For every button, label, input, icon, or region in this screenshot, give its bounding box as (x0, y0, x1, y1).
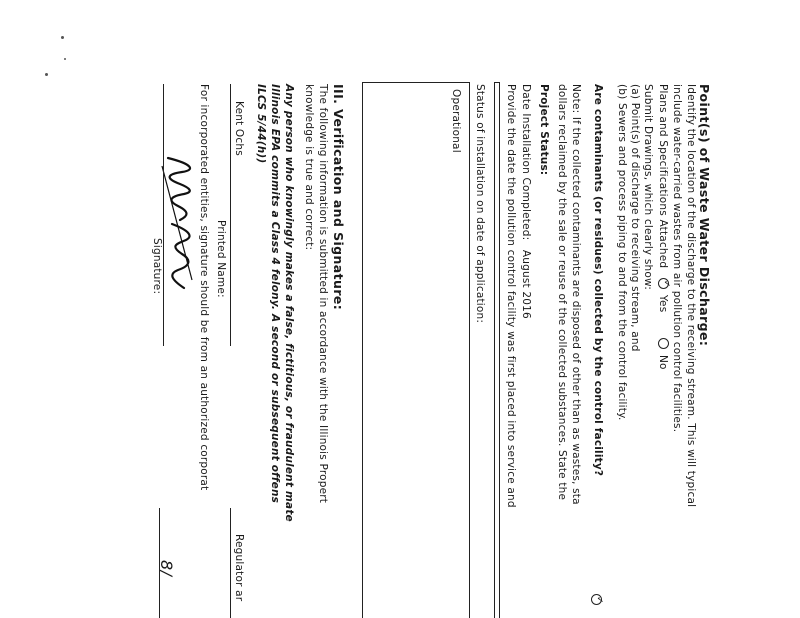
printed-name-label: Printed Name: (215, 220, 227, 298)
plans-yes-radio[interactable] (658, 278, 669, 289)
plans-attached-row (657, 84, 669, 370)
scan-speck (61, 36, 64, 39)
felony-warning-line: Any person who knowingly makes a false, fictitious, or fraudulent mate (283, 84, 295, 522)
scan-speck (45, 73, 48, 76)
signature-label: Signature: (151, 238, 163, 295)
plans-no-radio[interactable] (658, 338, 669, 349)
title-value[interactable]: Regulator ar (233, 534, 245, 602)
waste-water-line: include water-carried wastes from air pollution control facilities. (671, 84, 683, 433)
scan-speck (64, 58, 66, 60)
verification-heading: III. Verification and Signature: (331, 84, 346, 311)
project-status-heading: Project Status: (538, 84, 550, 176)
status-installation-field[interactable] (362, 82, 470, 618)
title-underline (230, 508, 231, 618)
verification-line: knowledge is true and correct: (303, 84, 315, 251)
contaminants-note: Note: If the collected contaminants are disposed of other than as wastes, sta (570, 84, 582, 505)
contaminants-yes-radio[interactable] (591, 594, 602, 605)
verification-line: The following information is submitted in accordance with the Illinois Propert (317, 84, 329, 504)
printed-name-underline (230, 84, 231, 346)
contaminants-note: dollars reclaimed by the sale or reuse of the collected substances. State the (556, 84, 568, 501)
felony-warning-line: ILCS 5/44(h)) (255, 84, 267, 164)
date-installation-label: Date Installation Completed: (520, 84, 532, 241)
date-installation-value[interactable]: August 2016 (520, 249, 532, 319)
date-installation-row (520, 84, 532, 319)
plans-yes-label: Yes (657, 294, 669, 313)
status-installation-label: Status of installation on date of application: (474, 84, 486, 324)
waste-water-heading: Point(s) of Waste Water Discharge: (697, 84, 712, 347)
contaminants-question: Are contaminants (or residues) collected by the control facility? (592, 84, 604, 477)
printed-name-value[interactable]: Kent Ochs (233, 101, 245, 156)
status-installation-value: Operational (450, 89, 462, 153)
submit-drawings-line: Submit Drawings, which clearly show: (642, 84, 654, 290)
plans-no-label: No (657, 354, 669, 370)
drawings-item-b: (b) Sewers and process piping to and from the control facility. (616, 84, 628, 421)
felony-warning-line: Illinois EPA commits a Class 4 felony. A second or subsequent offens (269, 84, 281, 504)
drawings-item-a: (a) Point(s) of discharge to receiving stream, and (629, 84, 641, 352)
signature-underline (163, 84, 164, 346)
provide-date-line: Provide the date the pollution control facility was first placed into service and (505, 84, 517, 508)
incorporated-entities-line: For incorporated entities, signature should be from an authorized corporat (198, 84, 210, 491)
signature-date-underline (159, 508, 160, 618)
date-service-field[interactable] (494, 82, 500, 618)
waste-water-line: Identify the location of the discharge to the receiving stream. This will typical (685, 84, 697, 508)
plans-attached-label: Plans and Specifications Attached (657, 84, 669, 269)
signature-date-fragment[interactable]: 8/ (157, 560, 176, 576)
